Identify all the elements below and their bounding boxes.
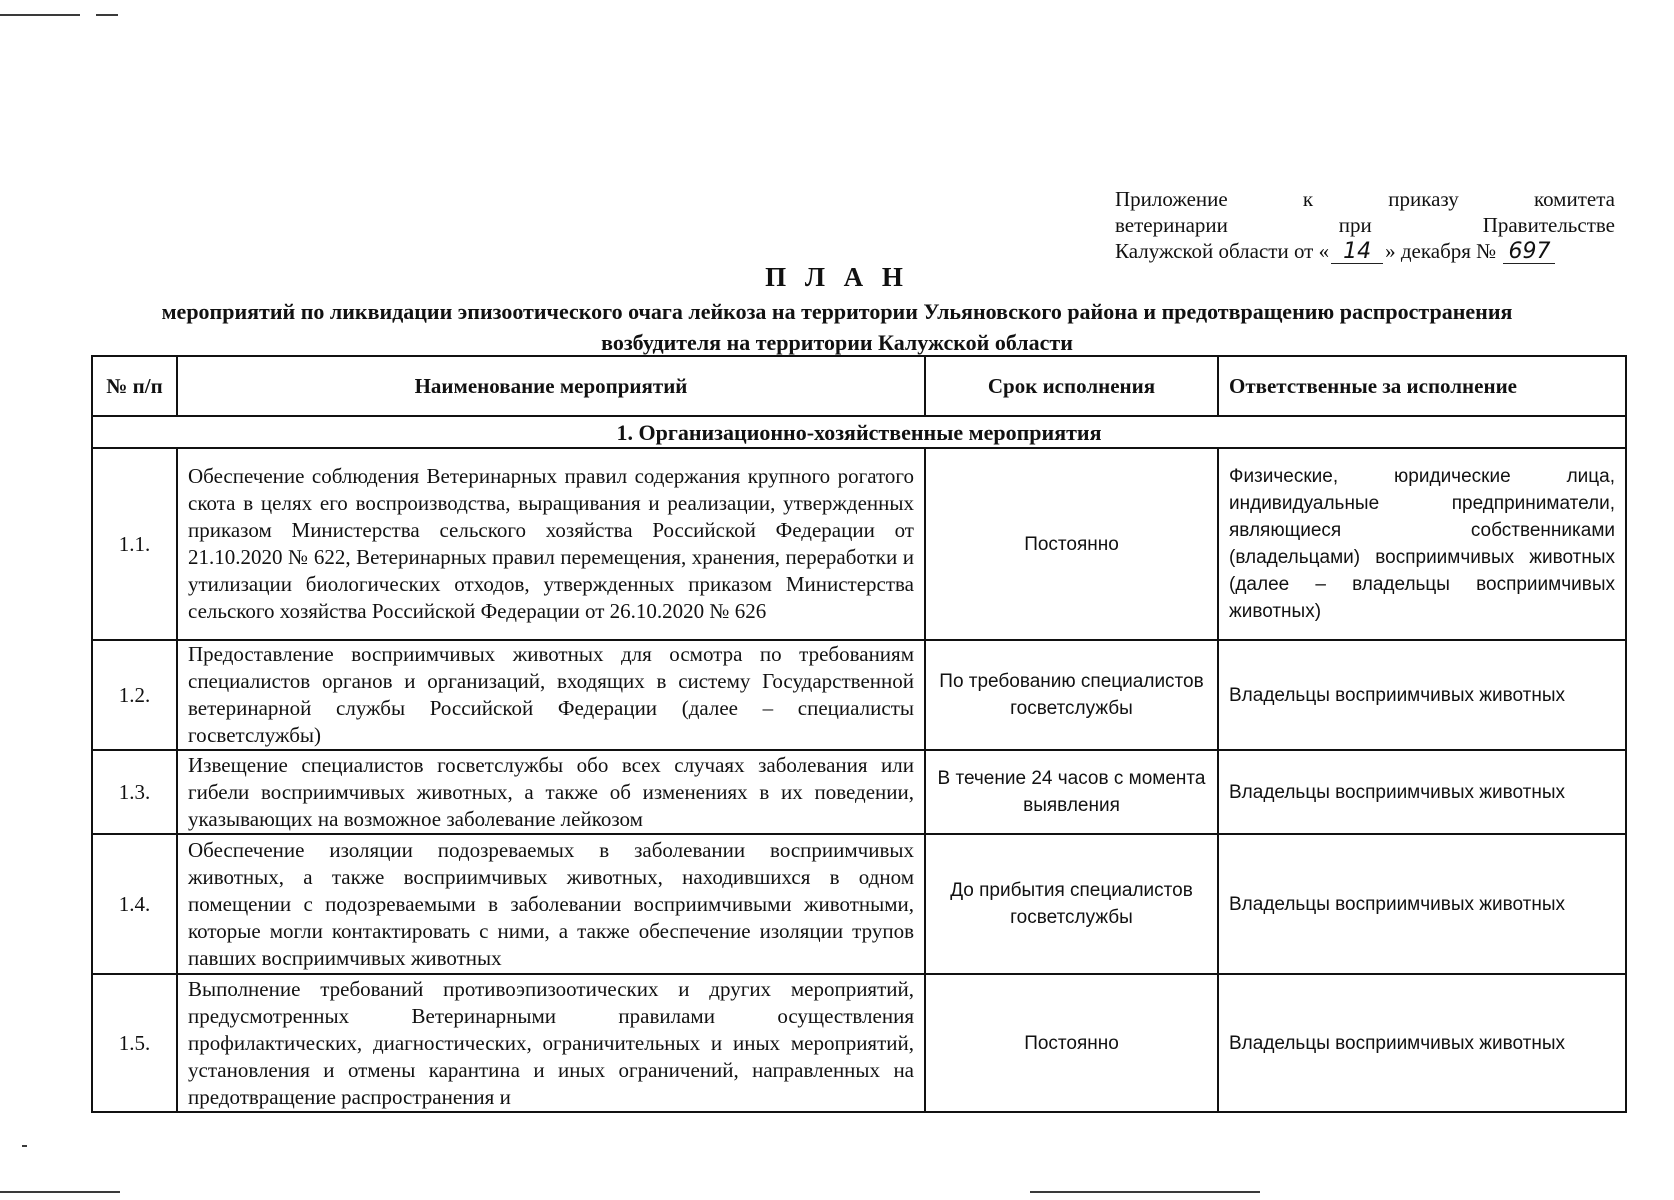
table-row — [92, 640, 1626, 750]
header-term: Срок исполнения — [925, 356, 1218, 416]
table-row — [92, 448, 1626, 640]
appendix-word: к — [1302, 187, 1314, 211]
section-title: 1. Организационно-хозяйственные мероприятия — [92, 416, 1626, 448]
row-num: 1.2. — [92, 640, 177, 750]
appendix-line-2 — [1115, 212, 1615, 238]
table-header-row — [92, 356, 1626, 416]
appendix-word: комитета — [1533, 187, 1615, 211]
scan-artifact — [96, 14, 118, 16]
appendix-date-prefix: Калужской области от « — [1115, 239, 1330, 263]
row-term: Постоянно — [925, 448, 1218, 640]
page-subtitle: мероприятий по ликвидации эпизоотического очага лейкоза на территории Ульяновского района и предотвращению распространения возбудителя на территории Калужской области — [161, 299, 1513, 355]
row-num: 1.5. — [92, 974, 177, 1112]
row-responsible: Владельцы восприимчивых животных — [1218, 640, 1626, 750]
row-responsible: Владельцы восприимчивых животных — [1218, 834, 1626, 974]
header-responsible: Ответственные за исполнение — [1218, 356, 1626, 416]
scan-artifact — [0, 14, 80, 16]
plan-table — [91, 355, 1627, 1113]
row-num: 1.3. — [92, 750, 177, 834]
appendix-word: Приложение — [1115, 187, 1228, 211]
row-term: Постоянно — [925, 974, 1218, 1112]
scan-artifact — [0, 1191, 120, 1193]
table-row — [92, 974, 1626, 1112]
row-name: Обеспечение изоляции подозреваемых в заболевании восприимчивых животных, а также восприимчивых животных, находившихся в одном помещении с подозреваемыми в заболевании восприимчивыми животными, которые могли контактировать с ними, а также обеспечение изоляции трупов павших восприимчивых животных — [177, 834, 925, 974]
header-name: Наименование мероприятий — [177, 356, 925, 416]
table-row — [92, 834, 1626, 974]
row-num: 1.1. — [92, 448, 177, 640]
appendix-word: Правительстве — [1482, 213, 1615, 237]
row-responsible: Владельцы восприимчивых животных — [1218, 750, 1626, 834]
scan-artifact — [1030, 1191, 1260, 1193]
row-term: До прибытия специалистов госветслужбы — [925, 834, 1218, 974]
handwritten-day: 14 — [1331, 241, 1383, 264]
row-name: Предоставление восприимчивых животных для осмотра по требованиям специалистов органов и организаций, входящих в систему Государственной ветеринарной службы Российской Федерации (далее – специалисты госветслужбы) — [177, 640, 925, 750]
appendix-word: приказу — [1388, 187, 1459, 211]
page-title: П Л А Н — [765, 262, 909, 292]
table-row — [92, 750, 1626, 834]
appendix-word: при — [1338, 213, 1372, 237]
header-num: № п/п — [92, 356, 177, 416]
section-row — [92, 416, 1626, 448]
appendix-note — [1115, 186, 1615, 264]
row-name: Извещение специалистов госветслужбы обо всех случаях заболевания или гибели восприимчивых животных, а также об изменениях в их поведении, указывающих на возможное заболевание лейкозом — [177, 750, 925, 834]
row-num: 1.4. — [92, 834, 177, 974]
handwritten-number: 697 — [1503, 241, 1555, 264]
appendix-line-1 — [1115, 186, 1615, 212]
row-term: По требованию специалистов госветслужбы — [925, 640, 1218, 750]
row-responsible: Физические, юридические лица, индивидуальные предприниматели, являющиеся собственниками (владельцами) восприимчивых животных (далее – владельцы восприимчивых животных) — [1218, 448, 1626, 640]
row-responsible: Владельцы восприимчивых животных — [1218, 974, 1626, 1112]
scan-artifact — [22, 1145, 27, 1147]
appendix-line-3 — [1115, 238, 1615, 264]
row-name: Обеспечение соблюдения Ветеринарных правил содержания крупного рогатого скота в целях его воспроизводства, выращивания и реализации, утвержденных приказом Министерства сельского хозяйства Российской Федерации от 21.10.2020 № 622, Ветеринарных правил перемещения, хранения, переработки и утилизации биологических отходов, утвержденных приказом Министерства сельского хозяйства Российской Федерации от 26.10.2020 № 626 — [177, 448, 925, 640]
appendix-date-middle: » декабря № — [1385, 239, 1497, 263]
row-name: Выполнение требований противоэпизоотических и других мероприятий, предусмотренных Ветеринарными правилами осуществления профилактических, диагностических, ограничительных и иных мероприятий, установления и отмены карантина и иных ограничений, направленных на предотвращение распространения и — [177, 974, 925, 1112]
appendix-word: ветеринарии — [1115, 213, 1228, 237]
row-term: В течение 24 часов с момента выявления — [925, 750, 1218, 834]
